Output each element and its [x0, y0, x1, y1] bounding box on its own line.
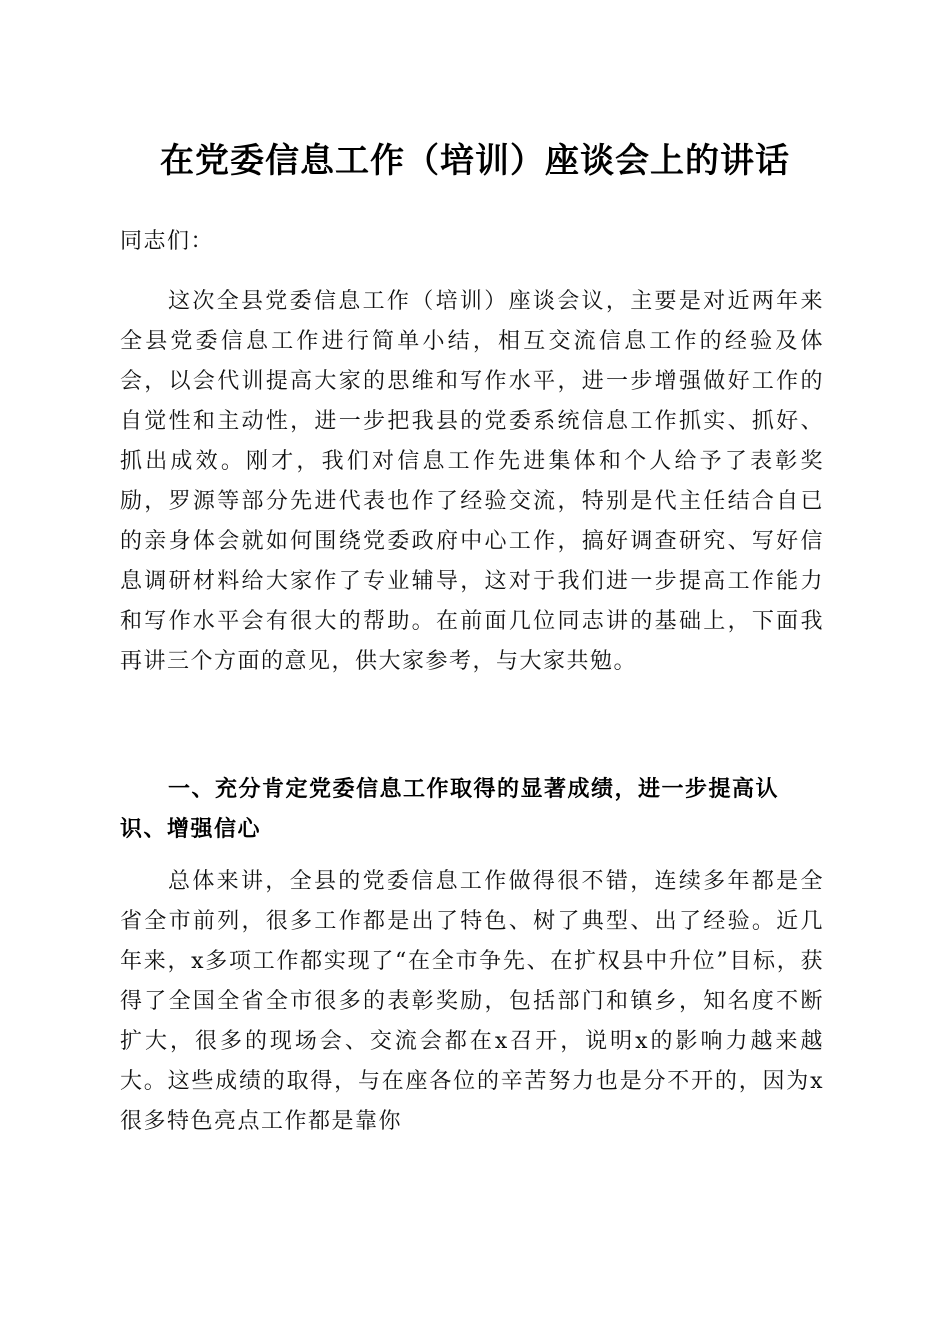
document-title: 在党委信息工作（培训）座谈会上的讲话	[160, 141, 790, 181]
paragraph-achievements: 总体来讲，全县的党委信息工作做得很不错，连续多年都是全省全市前列，很多工作都是出了特色、树了典型、出了经验。近几年来，x多项工作都实现了“在全市争先、在扩权县中升位”目标，获得了全国全省全市很多的表彰奖励，包括部门和镇乡，知名度不断扩大，很多的现场会、交流会都在x召开，说明x的影响力越来越大。这些成绩的取得，与在座各位的辛苦努力也是分不开的，因为x很多特色亮点工作都是靠你	[120, 869, 824, 1134]
paragraph-intro: 这次全县党委信息工作（培训）座谈会议，主要是对近两年来全县党委信息工作进行简单小结，相互交流信息工作的经验及体会，以会代训提高大家的思维和写作水平，进一步增强做好工作的自觉性和主动性，进一步把我县的党委系统信息工作抓实、抓好、抓出成效。刚才，我们对信息工作先进集体和个人给予了表彰奖励，罗源等部分先进代表也作了经验交流，特别是代主任结合自已的亲身体会就如何围绕党委政府中心工作，搞好调查研究、写好信息调研材料给大家作了专业辅导，这对于我们进一步提高工作能力和写作水平会有很大的帮助。在前面几位同志讲的基础上，下面我再讲三个方面的意见，供大家参考，与大家共勉。	[120, 289, 824, 674]
salutation: 同志们：	[120, 229, 215, 254]
section-heading-1: 一、充分肯定党委信息工作取得的显著成绩，进一步提高认识、增强信心	[120, 777, 780, 842]
